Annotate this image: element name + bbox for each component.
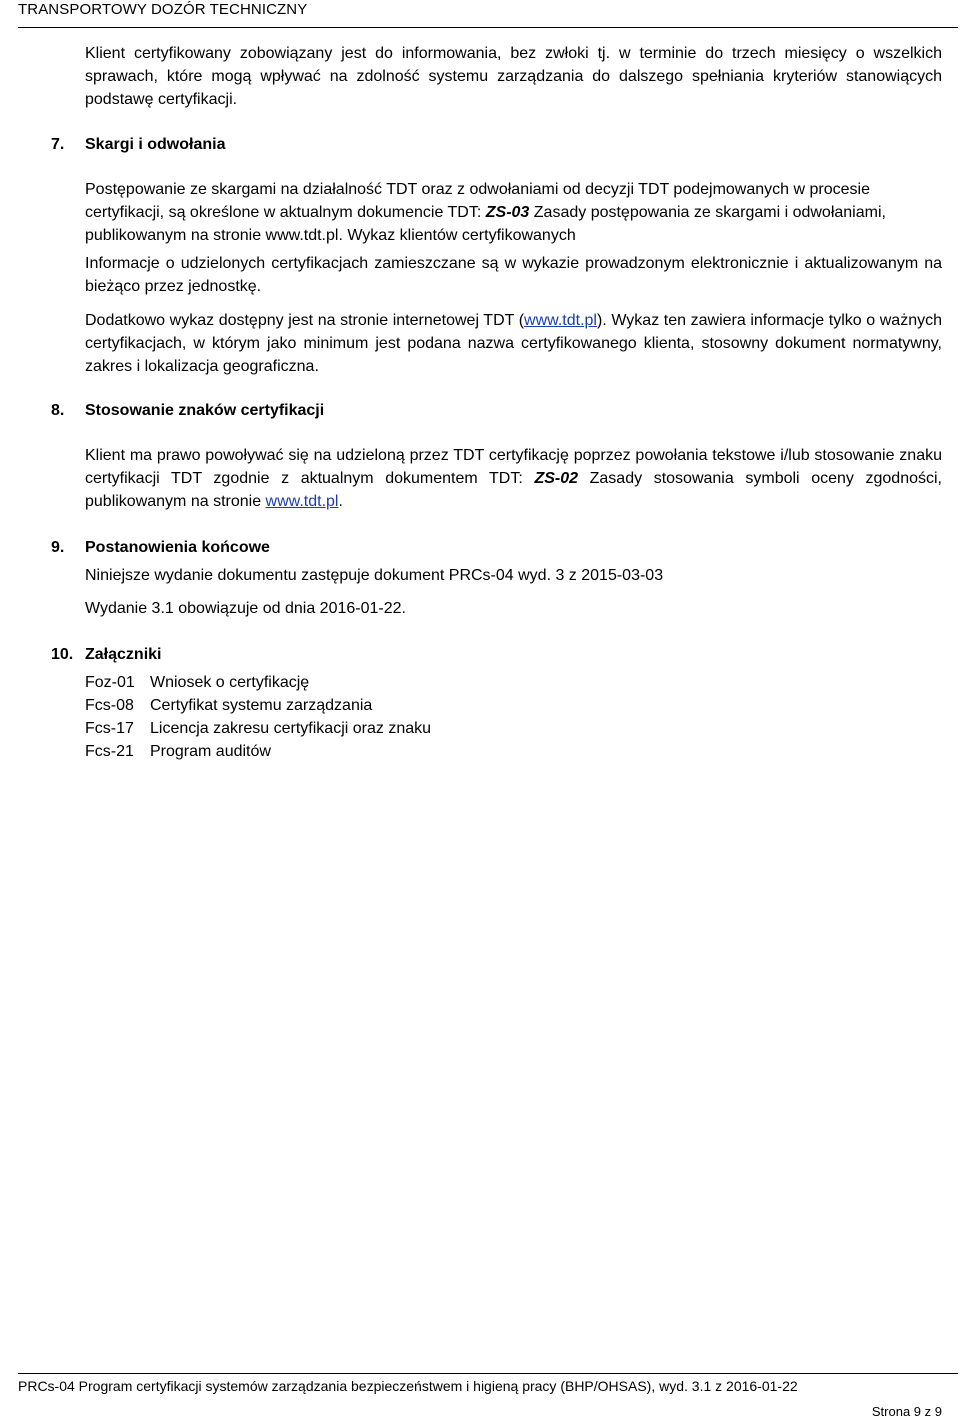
section-title: Postanowienia końcowe (85, 539, 270, 556)
page-number: Strona 9 z 9 (871, 1404, 942, 1419)
section-7-paragraph-2: Informacje o udzielonych certyfikacjach zamieszczane są w wykazie prowadzonym elektronicznie i aktualizowanym na bieżąco przez jednostkę. (85, 255, 942, 295)
list-item (85, 694, 431, 717)
document-code: ZS-02 (534, 470, 579, 487)
attachment-code: Foz-01 (85, 674, 135, 691)
footer-document-title: PRCs-04 Program certyfikacji systemów zarządzania bezpieczeństwem i higieną pracy (BHP/OHSAS), wyd. 3.1 z 2016-01-22 (18, 1378, 798, 1394)
list-item (85, 717, 431, 740)
intro-paragraph: Klient certyfikowany zobowiązany jest do informowania, bez zwłoki tj. w terminie do trzech miesięcy o wszelkich sprawach, które mogą wpływać na zdolność systemu zarządzania do dalszego spełniania kryteriów stanowiących podstawę certyfikacji. (85, 45, 942, 108)
text-run: Dodatkowo wykaz dostępny jest na stronie internetowej TDT ( (85, 312, 525, 329)
document-header-title: TRANSPORTOWY DOZÓR TECHNICZNY (18, 1, 308, 18)
section-number: 8. (51, 402, 65, 419)
text-run: Zasady stosowania symboli oceny zgodności, publikowanym na stronie (85, 470, 943, 510)
list-item (85, 740, 431, 763)
footer-divider (18, 1373, 958, 1374)
attachment-code: Fcs-21 (85, 743, 134, 760)
text-run: Postępowanie ze skargami na działalność TDT oraz z odwołaniami od decyzji TDT podejmowanych w procesie certyfikacji, są określone w aktualnym dokumencie TDT: (85, 181, 870, 221)
section-7-paragraph-3 (85, 309, 942, 378)
attachment-name: Program auditów (150, 743, 271, 760)
section-number: 9. (51, 539, 65, 556)
section-title: Stosowanie znaków certyfikacji (85, 402, 325, 419)
text-run: ). Wykaz ten zawiera informacje tylko o ważnych certyfikacjach, w którym jako minimum jest podana nazwa certyfikowanego klienta, stosowny dokument normatywny, zakres i lokalizacja geograficzna. (85, 312, 942, 375)
document-code: ZS-03 (485, 204, 530, 221)
website-link[interactable]: www.tdt.pl (265, 493, 339, 510)
list-item (85, 671, 431, 694)
text-run: . (338, 493, 343, 510)
text-run: Zasady postępowania ze skargami i odwołaniami, publikowanym na stronie www.tdt.pl. Wykaz klientów certyfikowanych (85, 204, 886, 244)
section-10-heading (51, 643, 161, 666)
section-number: 10. (51, 646, 74, 663)
section-8-paragraph (85, 444, 942, 513)
attachment-code: Fcs-08 (85, 697, 134, 714)
section-8-heading (51, 399, 324, 422)
section-7-heading (51, 133, 225, 156)
text-run: Klient ma prawo powoływać się na udzieloną przez TDT certyfikację poprzez powołania tekstowe i/lub stosowanie znaku certyfikacji TDT zgodnie z aktualnym dokumentem TDT: (85, 447, 942, 487)
section-9-paragraph-1: Niniejsze wydanie dokumentu zastępuje dokument PRCs-04 wyd. 3 z 2015-03-03 (85, 567, 664, 584)
section-9-heading (51, 536, 270, 559)
header-divider (18, 27, 958, 28)
attachments-list (85, 671, 431, 763)
website-link[interactable]: www.tdt.pl (524, 312, 597, 329)
section-9-paragraph-2: Wydanie 3.1 obowiązuje od dnia 2016-01-22. (85, 600, 406, 617)
attachment-name: Wniosek o certyfikację (150, 674, 310, 691)
section-title: Załączniki (85, 646, 162, 663)
section-7-paragraph-1 (85, 178, 942, 247)
attachment-code: Fcs-17 (85, 720, 134, 737)
attachment-name: Licencja zakresu certyfikacji oraz znaku (150, 720, 432, 737)
section-number: 7. (51, 136, 65, 153)
attachment-name: Certyfikat systemu zarządzania (150, 697, 373, 714)
section-title: Skargi i odwołania (85, 136, 226, 153)
